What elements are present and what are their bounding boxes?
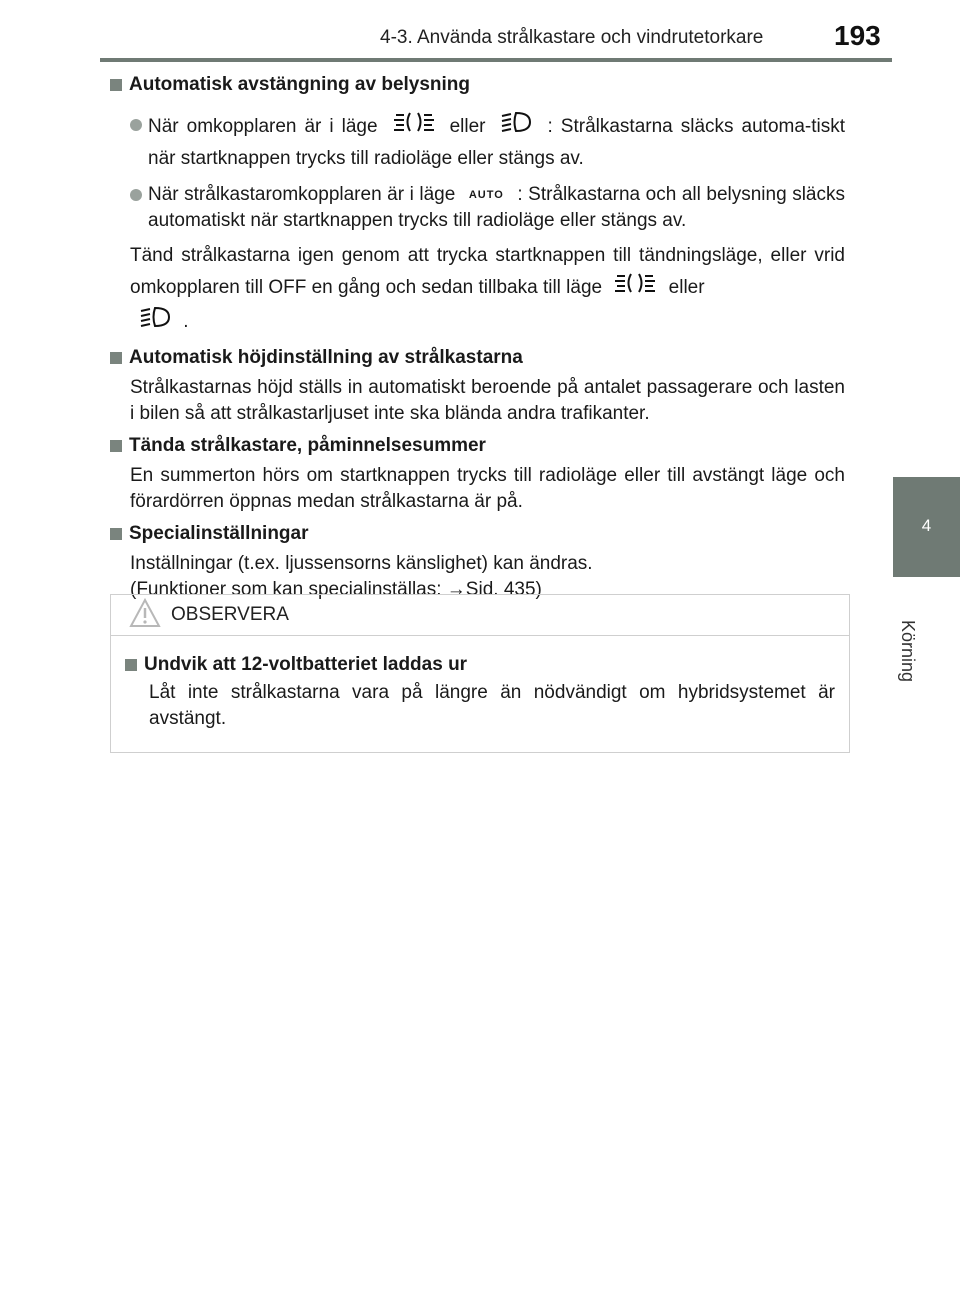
paragraph: Strålkastarnas höjd ställs in automatiskt beroende på antalet passagerare och lasten i bilen så att strålkastarljuset inte ska blända andra trafikanter. bbox=[130, 377, 845, 425]
bullet-text: : Strålkastarna och all belysning släcks automatiskt när startknappen trycks till radioläge eller stängs av. bbox=[148, 184, 845, 232]
chapter-tab-number: 4 bbox=[921, 516, 932, 535]
auto-mode-icon: AUTO bbox=[468, 189, 504, 201]
section-heading bbox=[110, 433, 845, 459]
paragraph-text: Tänd strålkastarna igen genom att trycka startknappen till tändningsläge, eller vrid omkopplaren till OFF en gång och sedan tillbaka till läge bbox=[130, 245, 845, 299]
section-heading-text: Automatisk höjdinställning av strålkastarna bbox=[129, 347, 523, 369]
bullet-item bbox=[110, 110, 845, 174]
square-bullet-icon bbox=[110, 440, 122, 452]
header-title: 4-3. Använda strålkastare och vindrutetorkare bbox=[380, 27, 764, 48]
page-number: 193 bbox=[834, 20, 881, 51]
notice-body bbox=[111, 636, 849, 732]
square-bullet-icon bbox=[110, 79, 122, 91]
bullet-text: : Strålkastarna släcks automa-tiskt när startknappen trycks till radioläge eller stängs av. bbox=[148, 116, 846, 169]
headlight-icon bbox=[392, 110, 436, 144]
paragraph-text: . bbox=[183, 311, 189, 333]
square-bullet-icon bbox=[110, 528, 122, 540]
paragraph: En summerton hörs om startknappen trycks till radioläge eller till avstängt läge och förardörren öppnas medan strålkastarna är på. bbox=[130, 465, 845, 513]
round-bullet-icon bbox=[130, 119, 142, 131]
bullet-text: När omkopplaren är i läge bbox=[148, 116, 378, 138]
paragraph bbox=[110, 240, 845, 339]
main-content bbox=[110, 70, 845, 603]
paragraph-text: Inställningar (t.ex. ljussensorns känslighet) kan ändras. bbox=[130, 553, 593, 575]
square-bullet-icon bbox=[125, 659, 137, 671]
bullet-text: När strålkastaromkopplaren är i läge bbox=[148, 184, 456, 206]
paragraph-text: (Funktioner som kan specialinställas: →Sid. 435) bbox=[130, 579, 542, 601]
header-rule bbox=[100, 58, 892, 62]
round-bullet-icon bbox=[130, 189, 142, 201]
low-beam-icon bbox=[138, 305, 172, 339]
notice-text: Låt inte strålkastarna vara på längre än nödvändigt om hybridsystemet är avstängt. bbox=[149, 682, 835, 729]
section-heading bbox=[110, 72, 845, 98]
section-heading bbox=[110, 521, 845, 547]
low-beam-icon bbox=[499, 110, 533, 144]
square-bullet-icon bbox=[110, 352, 122, 364]
section-heading-text: Specialinställningar bbox=[129, 523, 309, 545]
notice-box bbox=[110, 594, 850, 753]
section-heading-text: Automatisk avstängning av belysning bbox=[129, 74, 471, 95]
warning-icon bbox=[129, 598, 161, 633]
notice-heading-text: Undvik att 12-voltbatteriet laddas ur bbox=[144, 654, 468, 675]
section-heading-text: Tända strålkastare, påminnelsesummer bbox=[129, 435, 486, 457]
chapter-tab-label: Körning bbox=[898, 620, 918, 683]
paragraph-text: eller bbox=[668, 277, 705, 299]
notice-header bbox=[111, 595, 849, 636]
notice-heading bbox=[125, 652, 835, 678]
notice-label: OBSERVERA bbox=[171, 604, 289, 625]
bullet-item bbox=[110, 182, 845, 234]
headlight-icon bbox=[613, 271, 657, 305]
bullet-text: eller bbox=[449, 116, 486, 138]
section-heading bbox=[110, 345, 845, 371]
